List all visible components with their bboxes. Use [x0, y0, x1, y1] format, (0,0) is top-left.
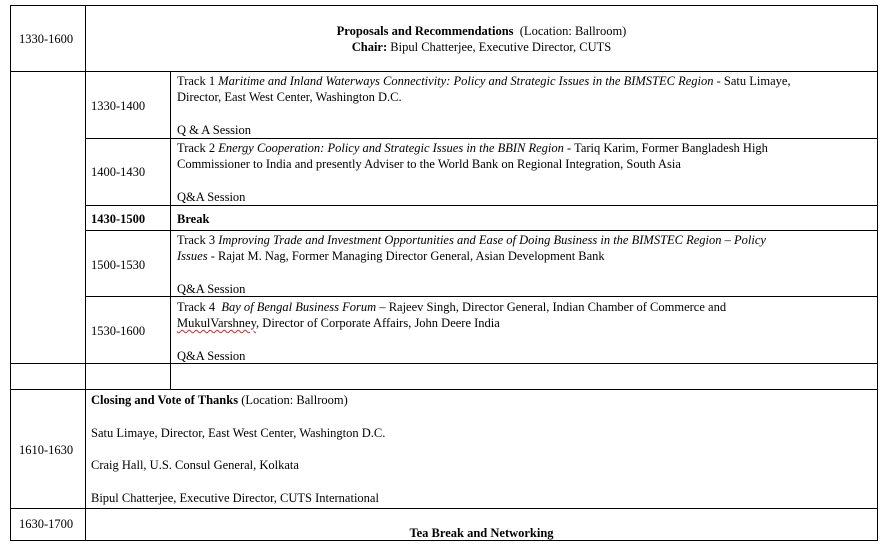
- table-border-top: [10, 5, 877, 6]
- track-3-line-2: [177, 248, 605, 264]
- track-1-speaker-a: - Satu Limaye,: [713, 74, 791, 88]
- row-divider: [10, 508, 877, 509]
- table-border-right: [877, 5, 878, 541]
- closing-speaker: Craig Hall, U.S. Consul General, Kolkata: [91, 458, 299, 472]
- track-3-time: 1500-1530: [91, 258, 146, 272]
- track-1-qa: Q & A Session: [177, 123, 251, 137]
- track-4-speaker-b: , Director of Corporate Affairs, John Deere India: [256, 316, 500, 330]
- track-3-title-a: Improving Trade and Investment Opportunities and Ease of Doing Business in the BIMSTEC Region – Policy: [218, 233, 766, 247]
- tea-time: 1630-1700: [19, 517, 74, 531]
- track-2-time: 1400-1430: [91, 165, 146, 179]
- track-1-title: Maritime and Inland Waterways Connectivity: Policy and Strategic Issues in the BIMSTEC Region: [218, 74, 714, 88]
- row-divider: [85, 230, 877, 231]
- table-border-left: [10, 5, 11, 541]
- track-1-line-1: [177, 73, 791, 89]
- track-2-prefix: Track 2: [177, 141, 216, 155]
- row-divider: [85, 138, 877, 139]
- tea-label: Tea Break and Networking: [409, 526, 554, 540]
- track-4-speaker-name: MukulVarshney: [177, 316, 257, 330]
- track-4-speaker-a: – Rajeev Singh, Director General, Indian Chamber of Commerce and: [376, 300, 727, 314]
- track-4-title: Bay of Bengal Business Forum: [221, 300, 377, 314]
- track-3-prefix: Track 3: [177, 233, 216, 247]
- proposals-title: Proposals and Recommendations: [336, 24, 514, 38]
- track-3-speaker: - Rajat M. Nag, Former Managing Director General, Asian Development Bank: [207, 249, 605, 263]
- closing-speaker: Bipul Chatterjee, Executive Director, CUTS International: [91, 491, 379, 505]
- closing-heading: [91, 392, 348, 408]
- row-divider: [10, 389, 877, 390]
- track-3-title-b: Issues: [177, 249, 208, 263]
- column-divider: [170, 71, 171, 390]
- track-4-time: 1530-1600: [91, 324, 146, 338]
- track-2-speaker-a: - Tariq Karim, Former Bangladesh High: [563, 141, 768, 155]
- track-1-speaker-b: Director, East West Center, Washington D.C.: [177, 90, 402, 104]
- column-divider: [85, 5, 86, 541]
- track-4-qa: Q&A Session: [177, 349, 246, 363]
- break-label: Break: [177, 212, 210, 226]
- closing-time: 1610-1630: [19, 443, 74, 457]
- row-divider: [85, 205, 877, 206]
- track-2-qa: Q&A Session: [177, 190, 246, 204]
- track-1-time: 1330-1400: [91, 99, 146, 113]
- proposals-heading: [86, 23, 877, 39]
- closing-location: (Location: Ballroom): [241, 393, 348, 407]
- track-3-line-1: [177, 232, 766, 248]
- track-3-qa: Q&A Session: [177, 282, 246, 296]
- track-2-title: Energy Cooperation: Policy and Strategic Issues in the BBIN Region: [218, 141, 564, 155]
- track-1-prefix: Track 1: [177, 74, 216, 88]
- closing-title: Closing and Vote of Thanks: [91, 393, 239, 407]
- chair-name: Bipul Chatterjee, Executive Director, CUTS: [390, 40, 612, 54]
- track-2-line-1: [177, 140, 768, 156]
- break-time: 1430-1500: [91, 212, 146, 226]
- closing-speaker: Satu Limaye, Director, East West Center, Washington D.C.: [91, 426, 386, 440]
- proposals-location: (Location: Ballroom): [519, 24, 627, 38]
- track-4-prefix: Track 4: [177, 300, 216, 314]
- track-4-line-1: [177, 299, 726, 315]
- row-divider: [10, 363, 877, 364]
- chair-label: Chair:: [351, 40, 388, 54]
- track-2-speaker-b: Commissioner to India and presently Adviser to the World Bank on Regional Integration, South Asia: [177, 157, 681, 171]
- proposals-time: 1330-1600: [19, 32, 74, 46]
- track-4-line-2: [177, 315, 500, 331]
- proposals-chair: [86, 39, 877, 55]
- row-divider: [10, 71, 877, 72]
